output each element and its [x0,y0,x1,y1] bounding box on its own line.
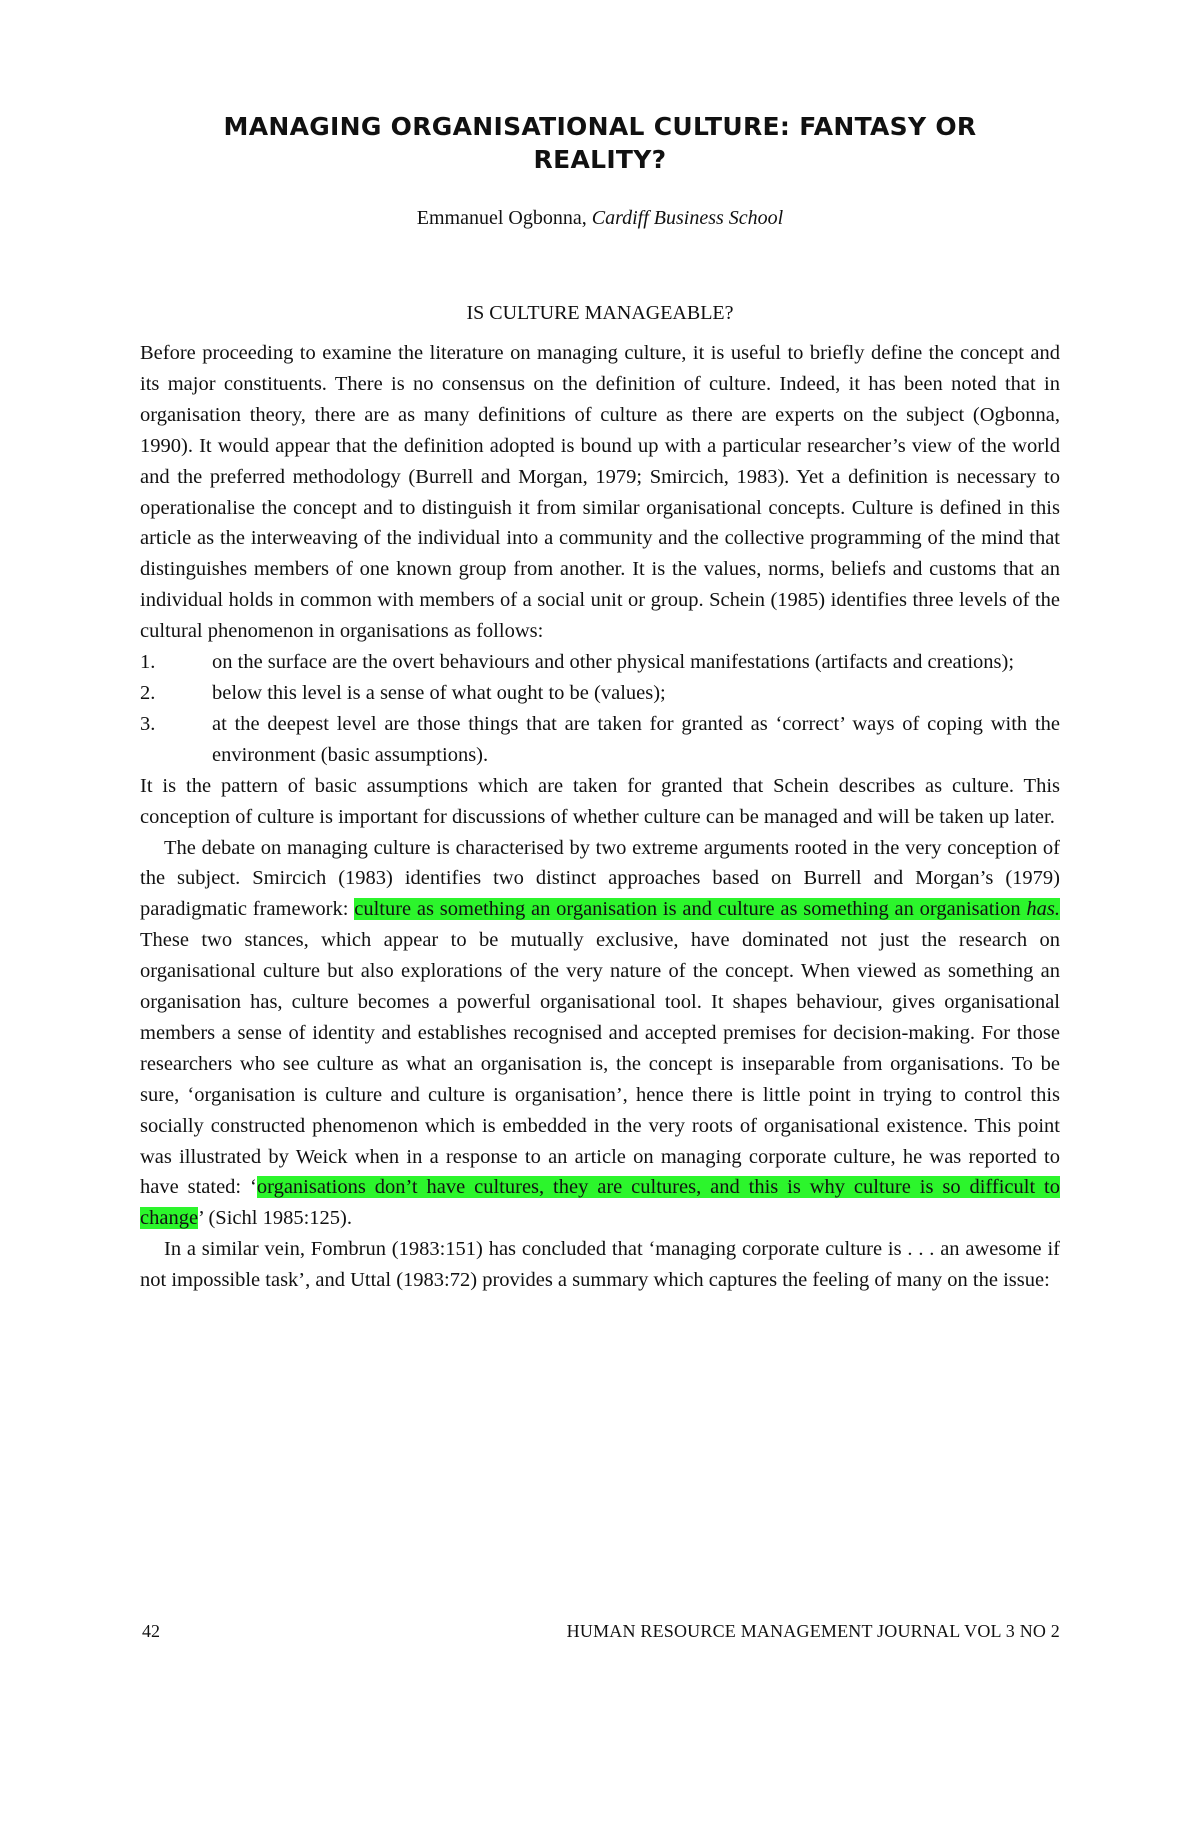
highlight-italic-text: has. [1026,898,1061,921]
author-name: Emmanuel Ogbonna, [416,207,587,229]
author-affiliation: Cardiff Business School [591,207,784,229]
list-item-number: 3. [140,712,156,735]
page-number: 42 [142,1621,160,1641]
paragraph-definition: Before proceeding to examine the literature on managing culture, it is useful to briefly define the concept and its major constituents. There is no consensus on the definition of culture. Indeed, it has been noted that in organisation theory, there are as many definitions of culture as there are experts on the subject (Ogbonna, 1990). It would appear that the definition adopted is bound up with a particular researcher’s view of the world and the preferred methodology (Burrell and Morgan, 1979; Smircich, 1983). Yet a definition is necessary to operationalise the concept and to distinguish it from similar organisational concepts. Culture is defined in this article as the interweaving of the individual into a community and the collective programming of the mind that distinguishes members of one known group from another. It is the values, norms, beliefs and customs that an individual holds in common with members of a social unit or group. Schein (1985) identifies three levels of the cultural phenomenon in organisations as follows: [140,342,1060,643]
paragraph-debate-text-1: The debate on managing culture is characterised by two extreme arguments rooted in the very conception of the subject. Smircich (1983) identifies two distinct approaches based on Burrell and Morgan’s (1979) paradigmatic framework: [140,836,1060,921]
highlight-text: culture as something an organisation is and culture as something an organisation [354,898,1027,921]
paragraph-debate-text-3: ’ (Sichl 1985:125). [198,1207,352,1230]
culture-levels-list [140,647,1060,771]
list-item-number: 1. [140,651,156,674]
list-item [140,678,1060,709]
paragraph-debate [140,833,1060,1235]
paragraph-debate-text-2: These two stances, which appear to be mutually exclusive, have dominated not just the research on organisational culture but also explorations of the very nature of the concept. When viewed as something an organisation has, culture becomes a powerful organisational tool. It shapes behaviour, gives organisational members a sense of identity and establishes recognised and accepted premises for decision-making. For those researchers who see culture as what an organisation is, the concept is inseparable from organisations. To be sure, ‘organisation is culture and culture is organisation’, hence there is little point in trying to control this socially constructed phenomenon which is embedded in the very roots of organisational existence. This point was illustrated by Weick when in a response to an article on managing corporate culture, he was reported to have stated: ‘ [140,929,1060,1199]
list-item-number: 2. [140,681,156,704]
list-item-text: on the surface are the overt behaviours and other physical manifestations (artifacts and creations); [212,651,1015,674]
article-body [140,338,1060,1296]
paragraph-fombrun: In a similar vein, Fombrun (1983:151) has concluded that ‘managing corporate culture is . . . an awesome if not impossible task’, and Uttal (1983:72) provides a summary which captures the feeling of many on the issue: [140,1238,1060,1292]
list-item [140,709,1060,771]
article-title: MANAGING ORGANISATIONAL CULTURE: FANTASY OR REALITY? [223,112,977,174]
list-item-text: below this level is a sense of what ought to be (values); [212,681,666,704]
list-item [140,647,1060,678]
paragraph-schein: It is the pattern of basic assumptions which are taken for granted that Schein describes as culture. This conception of culture is important for discussions of whether culture can be managed and will be taken up later. [140,774,1060,828]
highlight-culture-approaches [354,898,1060,920]
highlight-weick-quote: organisations don’t have cultures, they are cultures, and this is why culture is so difficult to change [140,1176,1060,1230]
byline [180,205,1020,231]
journal-name: HUMAN RESOURCE MANAGEMENT JOURNAL VOL 3 NO 2 [566,1621,1060,1641]
page-footer [140,1616,1060,1646]
list-item-text: at the deepest level are those things that are taken for granted as ‘correct’ ways of coping with the environment (basic assumptions). [212,712,1060,766]
section-heading: IS CULTURE MANAGEABLE? [466,302,734,324]
